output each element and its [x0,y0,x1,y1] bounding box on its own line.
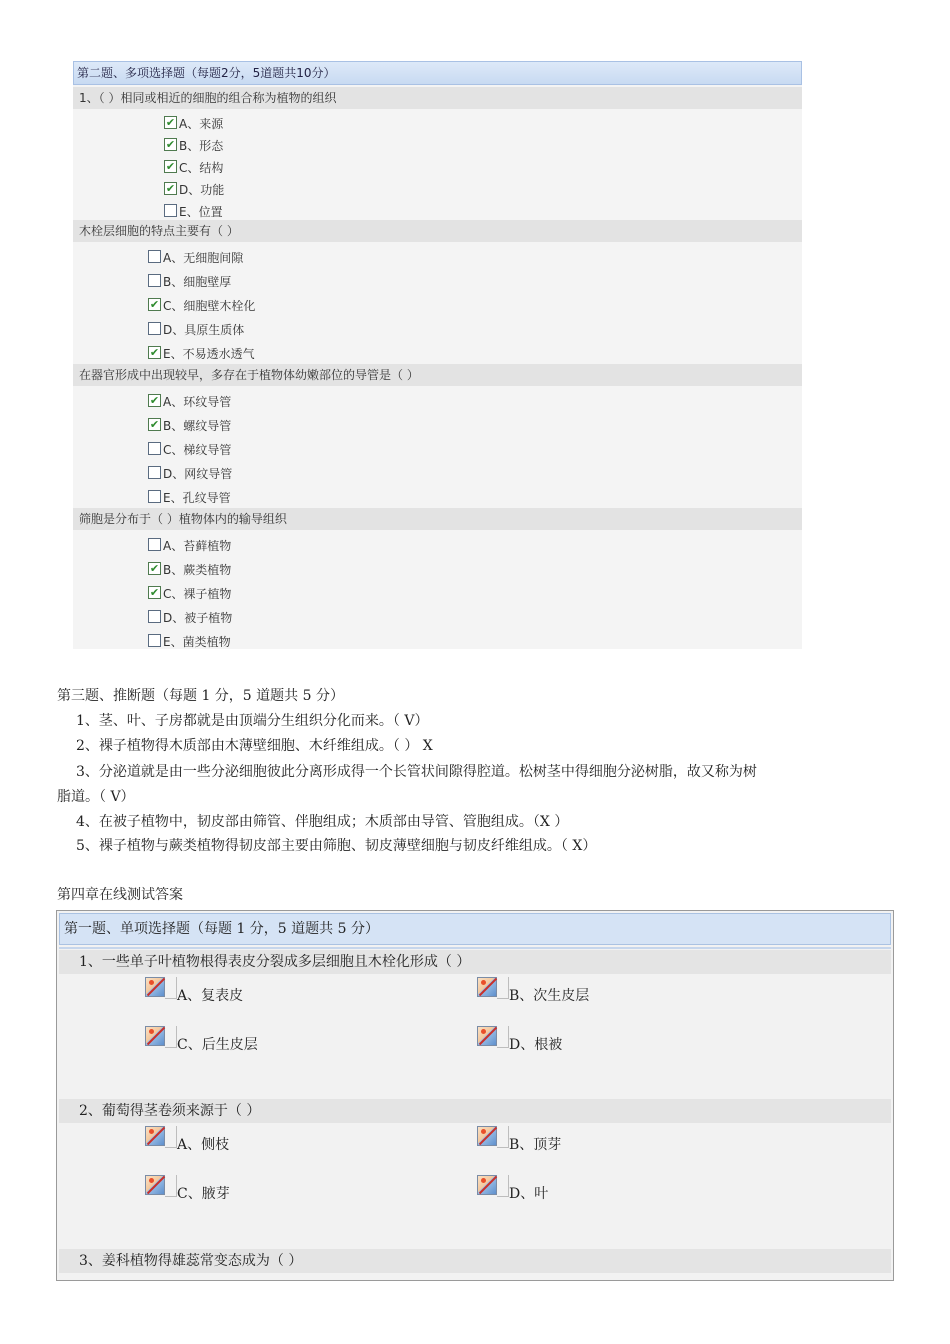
option-label: A、复表皮 [177,988,244,1004]
option-item[interactable] [145,1175,230,1205]
option-item[interactable] [164,136,223,156]
broken-image-icon [477,1026,509,1048]
option-label: A、环纹导管 [163,395,232,409]
option-item[interactable] [148,248,243,268]
question-stem: 1、（ ）相同或相近的细胞的组合称为植物的组织 [73,87,802,109]
option-label: D、叶 [509,1186,549,1202]
judgement-line: 2、裸子植物得木质部由木薄壁细胞、木纤维组成。（ ） X [76,738,433,754]
checkbox-icon[interactable]: ✔ [165,116,176,129]
checkbox-icon[interactable]: ✔ [149,586,160,599]
option-item[interactable] [164,158,223,178]
single-choice-panel [56,910,894,1281]
checkbox-icon[interactable]: ✔ [149,562,160,575]
checkbox-icon[interactable]: ✔ [149,418,160,431]
option-label: B、螺纹导管 [163,419,232,433]
option-label: E、菌类植物 [163,635,231,649]
option-item[interactable] [164,202,223,222]
section-title: 第二题、多项选择题（每题2分，5道题共10分） [73,61,802,85]
checkbox-icon[interactable]: ✔ [149,394,160,407]
option-label: C、细胞壁木栓化 [163,299,256,313]
option-item[interactable] [148,392,231,412]
option-label: D、功能 [179,183,225,197]
option-item[interactable] [148,488,231,508]
option-label: C、腋芽 [177,1186,230,1202]
option-label: B、顶芽 [509,1137,562,1153]
judgement-line: 脂道。（ V） [57,789,135,805]
option-item[interactable] [145,977,244,1007]
section-title: 第三题、推断题（每题 1 分，5 道题共 5 分） [57,688,344,704]
option-item[interactable] [148,464,232,484]
checkbox-icon[interactable] [148,442,161,455]
judgement-line: 3、分泌道就是由一些分泌细胞彼此分离形成得一个长管状间隙得腔道。松树茎中得细胞分泌树脂，故又称为树 [76,764,757,780]
option-item[interactable] [164,114,223,134]
checkbox-icon[interactable] [164,204,177,217]
option-label: B、蕨类植物 [163,563,232,577]
option-label: D、根被 [509,1037,563,1053]
section-title: 第一题、单项选择题（每题 1 分，5 道题共 5 分） [59,913,891,945]
option-label: D、具原生质体 [163,323,245,337]
checkbox-icon[interactable] [148,322,161,335]
option-label: A、苔藓植物 [163,539,232,553]
broken-image-icon [477,1175,509,1197]
option-item[interactable] [148,440,231,460]
option-item[interactable] [477,977,590,1007]
option-label: A、无细胞间隙 [163,251,244,265]
checkbox-icon[interactable] [148,274,161,287]
checkbox-icon[interactable]: ✔ [149,298,160,311]
option-item[interactable] [148,584,231,604]
option-item[interactable] [477,1026,563,1056]
option-label: E、孔纹导管 [163,491,231,505]
checkbox-icon[interactable]: ✔ [165,182,176,195]
checkbox-icon[interactable] [148,538,161,551]
option-item[interactable] [145,1026,258,1056]
option-item[interactable] [148,344,255,364]
question-stem: 3、姜科植物得雄蕊常变态成为（ ） [59,1249,891,1273]
option-label: D、被子植物 [163,611,233,625]
question-stem: 2、葡萄得茎卷须来源于（ ） [59,1099,891,1123]
checkbox-icon[interactable] [148,250,161,263]
option-label: B、细胞壁厚 [163,275,232,289]
multiple-choice-panel [73,61,802,649]
chapter-heading: 第四章在线测试答案 [57,887,183,903]
option-item[interactable] [148,296,255,316]
checkbox-icon[interactable]: ✔ [165,160,176,173]
checkbox-icon[interactable] [148,634,161,647]
option-item[interactable] [477,1175,549,1205]
broken-image-icon [477,1126,509,1148]
judgement-line: 4、在被子植物中，韧皮部由筛管、伴胞组成；木质部由导管、管胞组成。（X ） [76,814,569,830]
option-label: C、后生皮层 [177,1037,258,1053]
checkbox-icon[interactable] [148,610,161,623]
judgement-line: 1、茎、叶、子房都就是由顶端分生组织分化而来。（ V） [76,713,429,729]
question-stem: 筛胞是分布于（ ）植物体内的输导组织 [73,508,802,530]
option-item[interactable] [148,560,231,580]
option-label: A、来源 [179,117,224,131]
option-label: B、形态 [179,139,224,153]
option-label: E、不易透水透气 [163,347,255,361]
option-label: C、裸子植物 [163,587,232,601]
option-label: D、网纹导管 [163,467,233,481]
broken-image-icon [477,977,509,999]
broken-image-icon [145,1126,177,1148]
option-item[interactable] [148,320,244,340]
option-label: E、位置 [179,205,223,219]
judgement-line: 5、裸子植物与蕨类植物得韧皮部主要由筛胞、韧皮薄壁细胞与韧皮纤维组成。（ X） [76,838,597,854]
option-item[interactable] [148,536,231,556]
option-item[interactable] [148,608,232,628]
broken-image-icon [145,977,177,999]
option-label: C、梯纹导管 [163,443,232,457]
question-stem: 1、一些单子叶植物根得表皮分裂成多层细胞且木栓化形成（ ） [59,950,891,974]
question-stem: 在器官形成中出现较早，多存在于植物体幼嫩部位的导管是（ ） [73,364,802,386]
option-item[interactable] [148,416,231,436]
option-item[interactable] [164,180,224,200]
option-item[interactable] [148,272,231,292]
broken-image-icon [145,1175,177,1197]
divider [59,947,891,949]
option-item[interactable] [148,632,231,652]
checkbox-icon[interactable] [148,490,161,503]
option-item[interactable] [477,1126,562,1156]
checkbox-icon[interactable]: ✔ [149,346,160,359]
question-stem: 木栓层细胞的特点主要有（ ） [73,220,802,242]
option-label: B、次生皮层 [509,988,590,1004]
option-label: A、侧枝 [177,1137,230,1153]
checkbox-icon[interactable]: ✔ [165,138,176,151]
option-item[interactable] [145,1126,230,1156]
broken-image-icon [145,1026,177,1048]
option-label: C、结构 [179,161,224,175]
checkbox-icon[interactable] [148,466,161,479]
